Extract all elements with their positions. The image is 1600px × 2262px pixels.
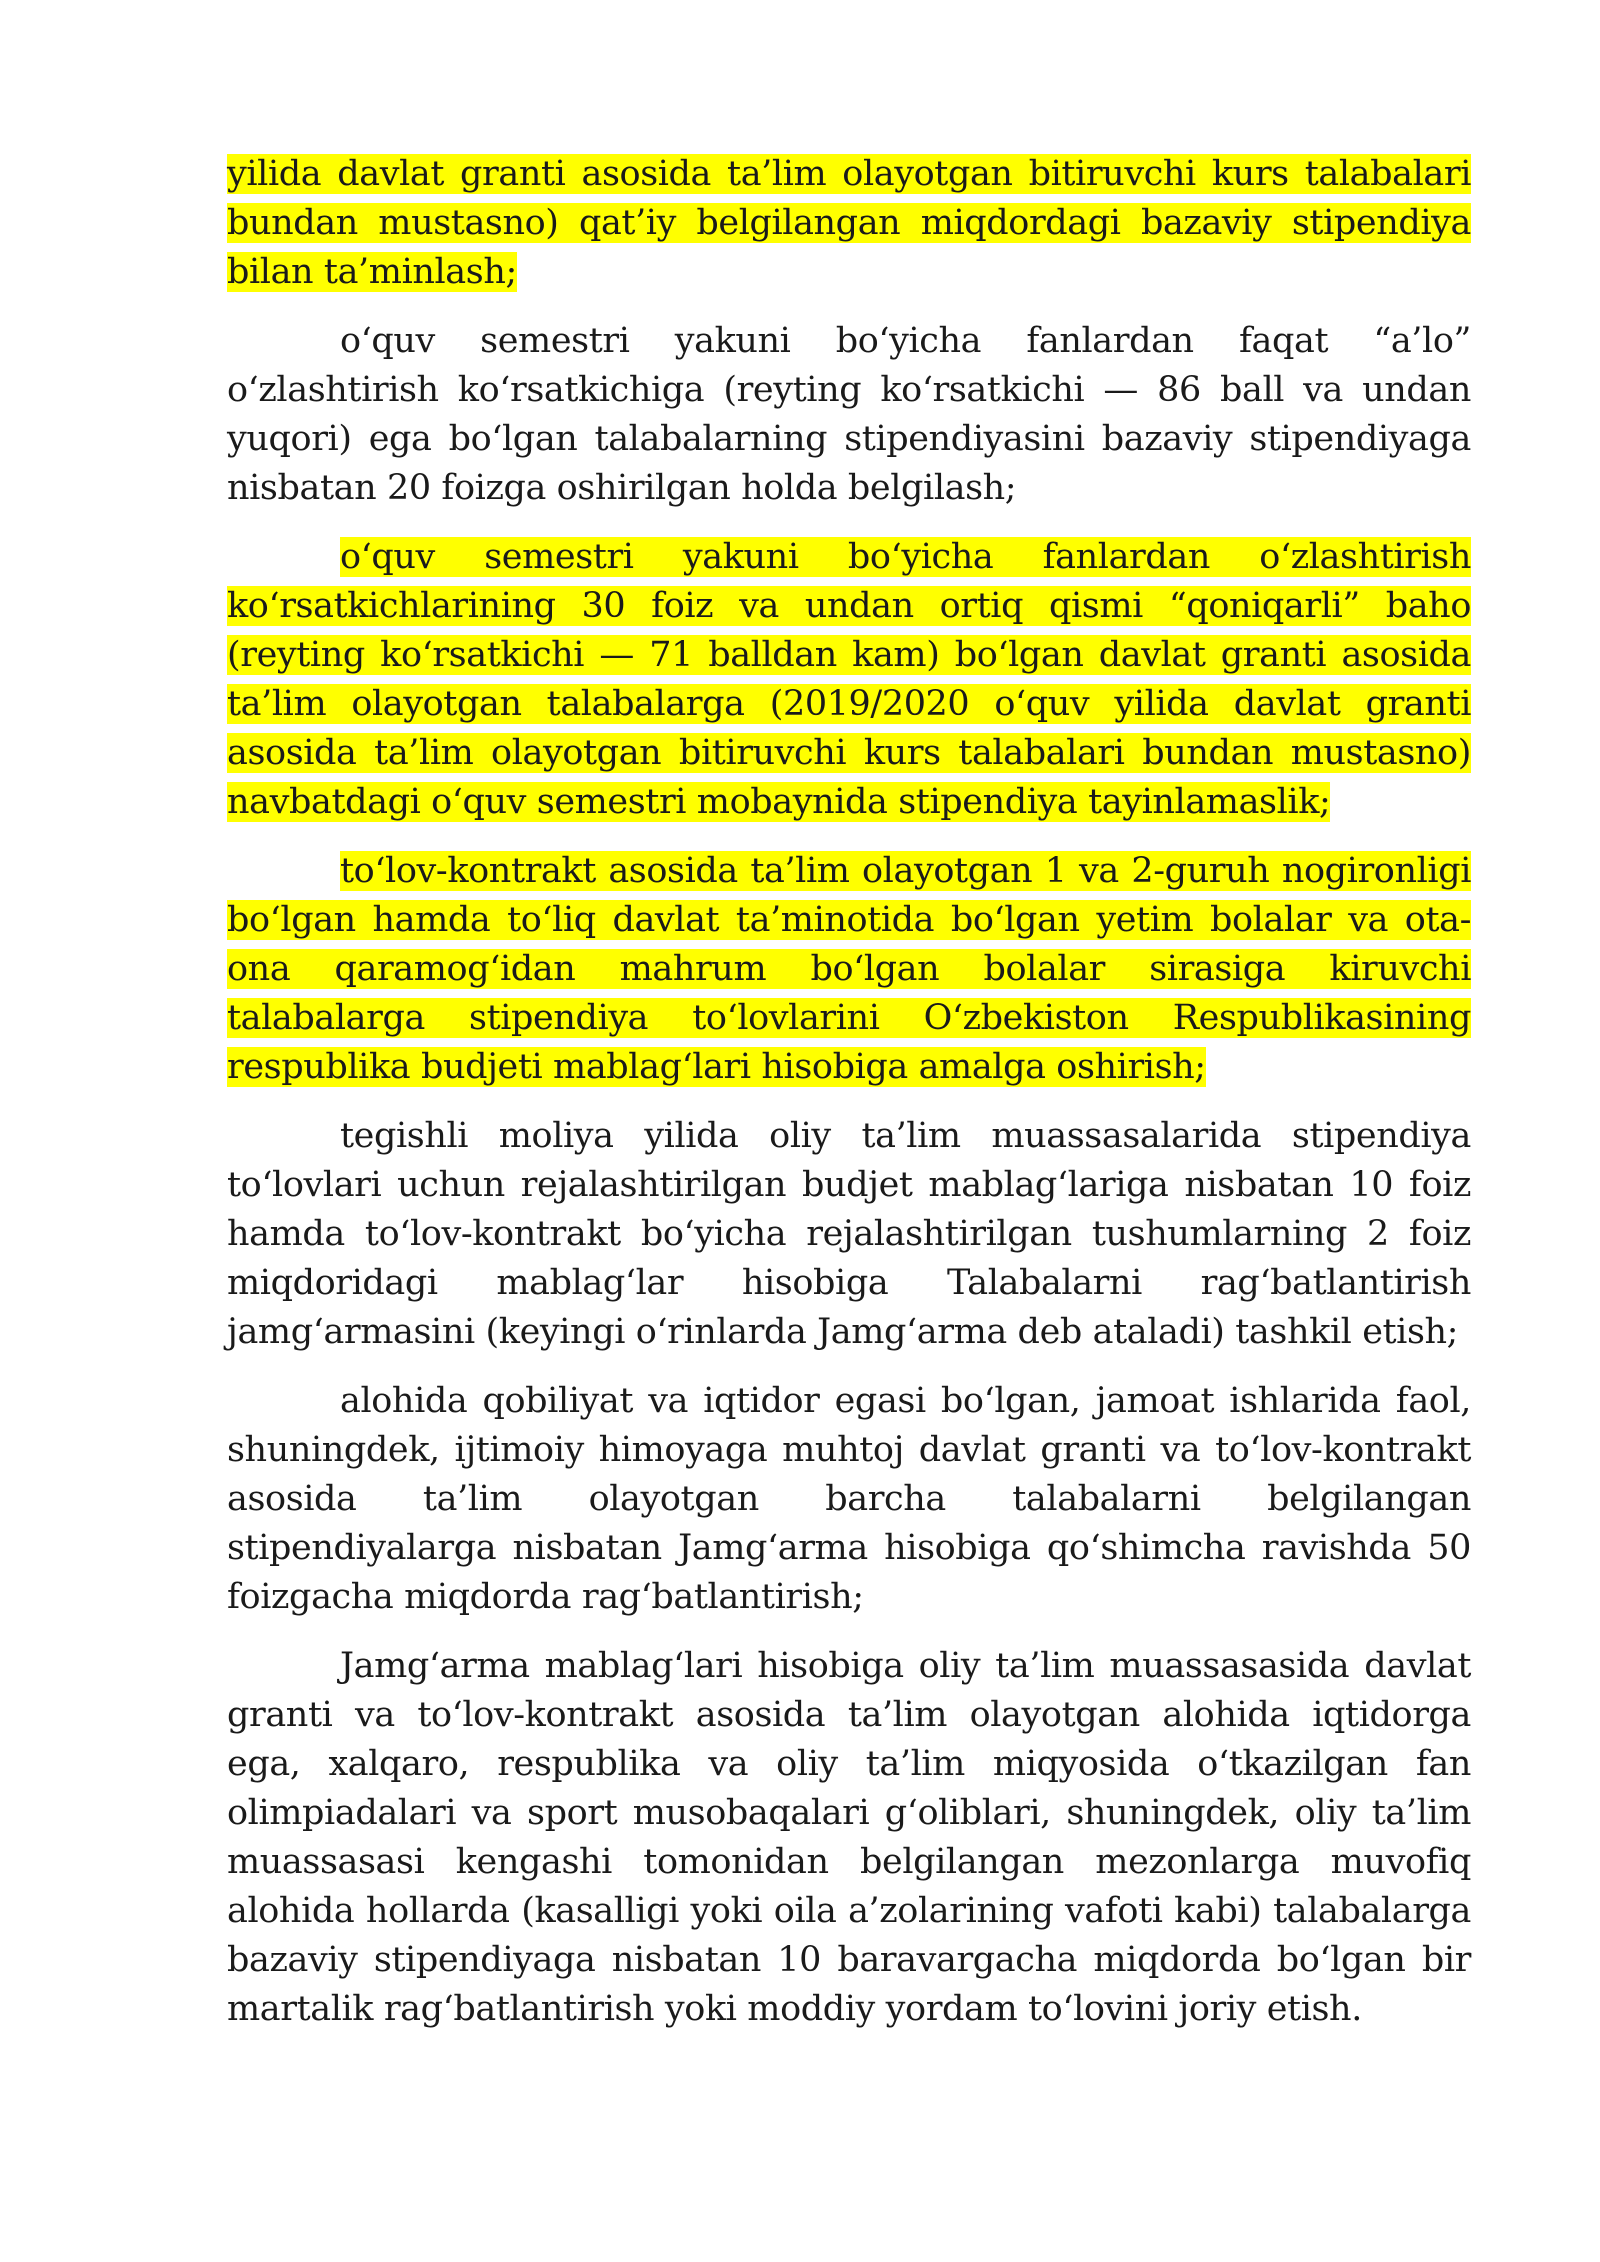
paragraph-5-text: tegishli moliya yilida oliy ta’lim muassasalarida stipendiya to‘lovlari uchun rejalashtirilgan budjet mablag‘lariga nisbatan 10 foiz hamda to‘lov-kontrakt bo‘yicha rejalashtirilgan tushumlarning 2 foiz miqdoridagi mablag‘lar hisobiga Talabalarni rag‘batlantirish jamg‘armasini (keyingi o‘rinlarda Jamg‘arma deb ataladi) tashkil etish; bbox=[227, 1116, 1471, 1352]
paragraph-6-text: alohida qobiliyat va iqtidor egasi bo‘lgan, jamoat ishlarida faol, shuningdek, ijtimoiy himoyaga muhtoj davlat granti va to‘lov-kontrakt asosida ta’lim olayotgan barcha talabalarni belgilangan stipendiyalarga nisbatan Jamg‘arma hisobiga qo‘shimcha ravishda 50 foizgacha miqdorda rag‘batlantirish; bbox=[227, 1381, 1471, 1617]
paragraph-5 bbox=[227, 1112, 1471, 1357]
paragraph-2 bbox=[227, 317, 1471, 513]
paragraph-3 bbox=[227, 533, 1471, 827]
paragraph-3-text: o‘quv semestri yakuni bo‘yicha fanlardan o‘zlashtirish ko‘rsatkichlarining 30 foiz va undan ortiq qismi “qoniqarli” baho (reyting ko‘rsatkichi — 71 balldan kam) bo‘lgan davlat granti asosida ta’lim olayotgan talabalarga (2019/2020 o‘quv yilida davlat granti asosida ta’lim olayotgan bitiruvchi kurs talabalari bundan mustasno) navbatdagi o‘quv semestri mobaynida stipendiya tayinlamaslik; bbox=[227, 537, 1471, 822]
paragraph-4 bbox=[227, 847, 1471, 1092]
paragraph-2-text: o‘quv semestri yakuni bo‘yicha fanlardan faqat “a’lo” o‘zlashtirish ko‘rsatkichiga (reyting ko‘rsatkichi — 86 ball va undan yuqori) ega bo‘lgan talabalarning stipendiyasini bazaviy stipendiyaga nisbatan 20 foizga oshirilgan holda belgilash; bbox=[227, 321, 1471, 508]
paragraph-1-text: yilida davlat granti asosida ta’lim olayotgan bitiruvchi kurs talabalari bundan mustasno) qat’iy belgilangan miqdordagi bazaviy stipendiya bilan ta’minlash; bbox=[227, 154, 1471, 292]
paragraph-1 bbox=[227, 150, 1471, 297]
paragraph-7-text: Jamg‘arma mablag‘lari hisobiga oliy ta’lim muassasasida davlat granti va to‘lov-kontrakt asosida ta’lim olayotgan alohida iqtidorga ega, xalqaro, respublika va oliy ta’lim miqyosida o‘tkazilgan fan olimpiadalari va sport musobaqalari g‘oliblari, shuningdek, oliy ta’lim muassasasi kengashi tomonidan belgilangan mezonlarga muvofiq alohida hollarda (kasalligi yoki oila a’zolarining vafoti kabi) talabalarga bazaviy stipendiyaga nisbatan 10 baravargacha miqdorda bo‘lgan bir martalik rag‘batlantirish yoki moddiy yordam to‘lovini joriy etish. bbox=[227, 1646, 1471, 2029]
paragraph-6 bbox=[227, 1377, 1471, 1622]
document-page bbox=[227, 150, 1471, 2054]
paragraph-4-text: to‘lov-kontrakt asosida ta’lim olayotgan 1 va 2-guruh nogironligi bo‘lgan hamda to‘liq davlat ta’minotida bo‘lgan yetim bolalar va ota-ona qaramog‘idan mahrum bo‘lgan bolalar sirasiga kiruvchi talabalarga stipendiya to‘lovlarini O‘zbekiston Respublikasining respublika budjeti mablag‘lari hisobiga amalga oshirish; bbox=[227, 851, 1471, 1087]
paragraph-7 bbox=[227, 1642, 1471, 2034]
